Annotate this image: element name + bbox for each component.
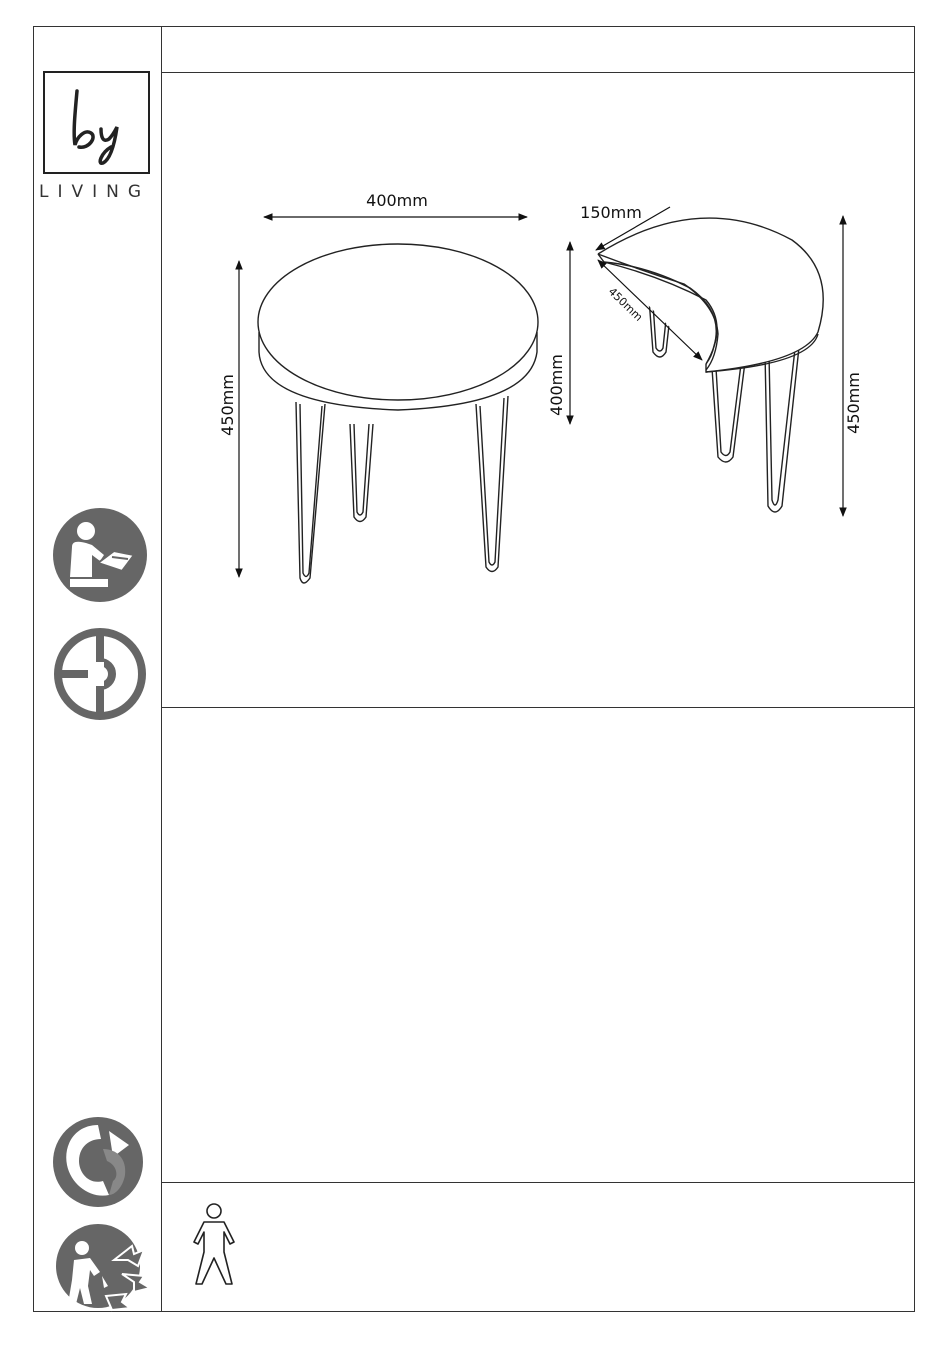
half-moon-table-drawing [598,218,823,512]
round-table-drawing [258,244,538,583]
half-height-right-label: 450mm [844,372,863,434]
half-diagonal-label: 450mm [605,285,646,324]
round-width-label: 400mm [366,191,428,210]
half-height-left-label: 400mm [547,354,566,416]
brand-wordmark: LIVING [39,182,151,202]
round-height-label: 450mm [218,374,237,436]
half-depth-label: 150mm [580,203,642,222]
